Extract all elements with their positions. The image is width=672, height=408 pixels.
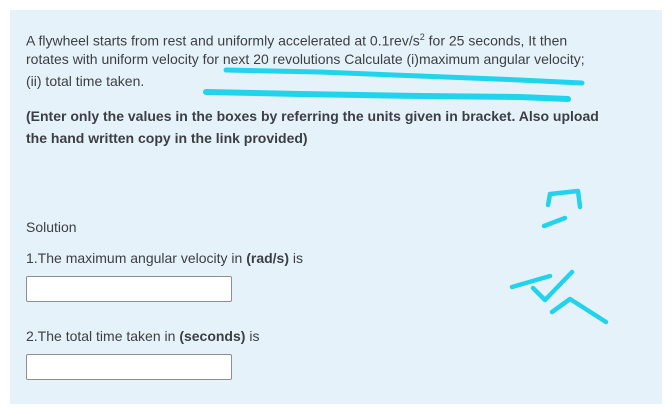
- q2-label: 2.The total time taken in (seconds) is: [26, 328, 260, 344]
- instruction-line-1: (Enter only the values in the boxes by referring the units given in bracket. Also upload: [26, 108, 599, 124]
- question-panel: [10, 10, 662, 404]
- q1-label: 1.The maximum angular velocity in (rad/s) is: [26, 250, 303, 266]
- max-angular-velocity-input[interactable]: [26, 276, 232, 302]
- total-time-input[interactable]: [26, 354, 232, 380]
- instruction-line-2: the hand written copy in the link provided): [26, 130, 308, 146]
- question-text-line-1: A flywheel starts from rest and uniformly accelerated at $0.1rev/s^2$ for 25 seconds, It then: [26, 32, 568, 49]
- question-text-line-3: (ii) total time taken.: [26, 73, 145, 89]
- question-text-line-2: rotates with uniform velocity for next 20 revolutions Calculate (i)maximum angular velocity;: [26, 51, 585, 67]
- solution-heading: Solution: [26, 219, 77, 235]
